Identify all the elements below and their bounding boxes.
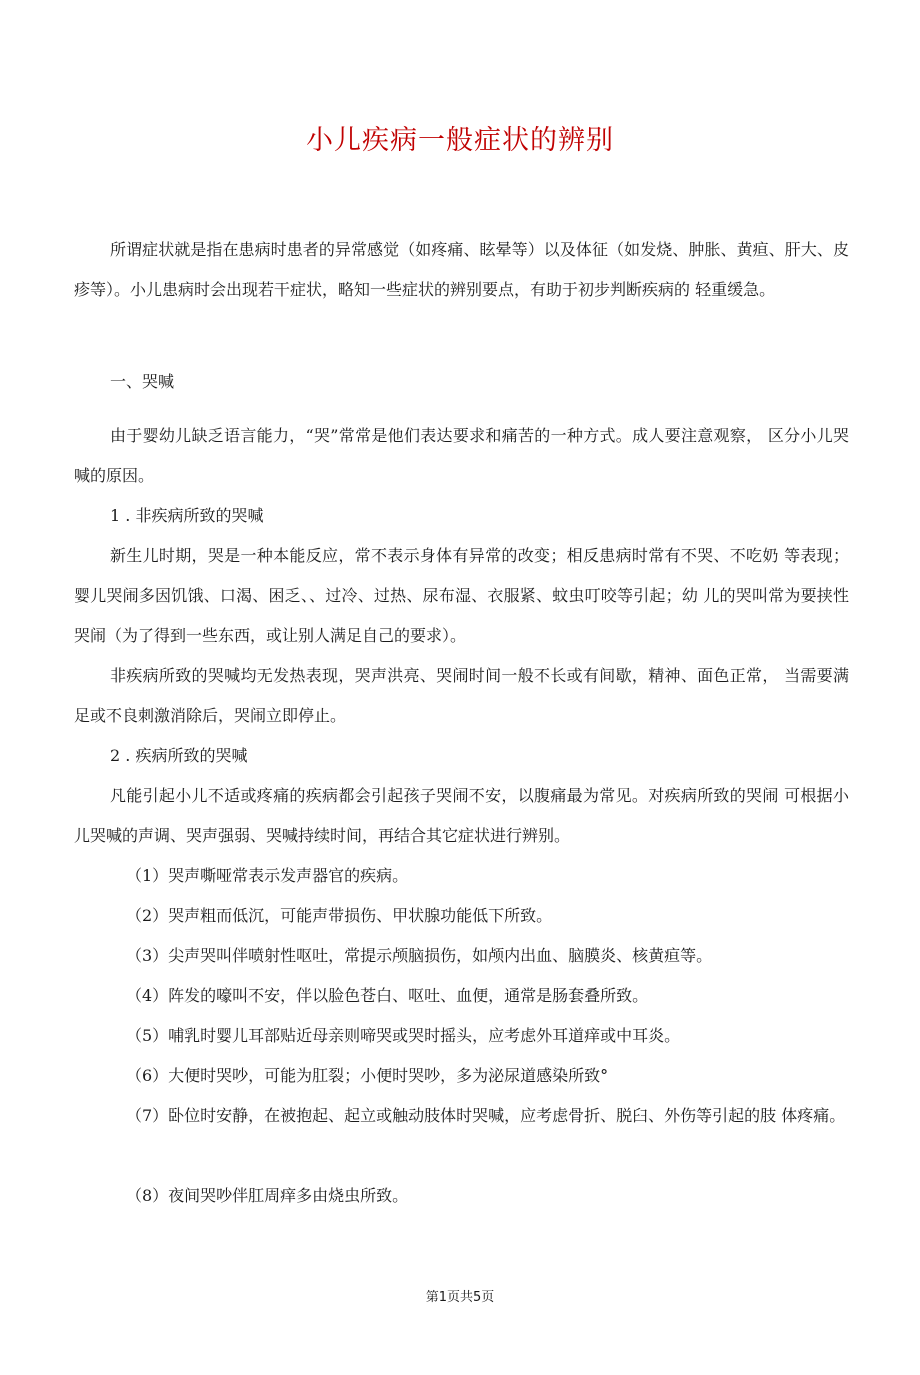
subsection-1-heading: 1 . 非疾病所致的哭喊 (110, 506, 264, 525)
document-title: 小儿疾病一般症状的辨别 (306, 125, 614, 156)
intro-paragraph: 所谓症状就是指在患病时患者的异常感觉（如疼痛、眩晕等）以及体征（如发烧、肿胀、黄疸、肝大、皮疹等）。小儿患病时会出现若干症状，略知一些症状的辨别要点，有助于初步判断疾病的 轻重缓急。 (74, 240, 849, 299)
section-1-intro: 由于婴幼儿缺乏语言能力，“哭”常常是他们表达要求和痛苦的一种方式。成人要注意观察， 区分小儿哭喊的原因。 (74, 426, 849, 485)
subsection-1-paragraph-2: 非疾病所致的哭喊均无发热表现，哭声洪亮、哭闹时间一般不长或有间歇，精神、面色正常， 当需要满足或不良刺激消除后，哭闹立即停止。 (74, 666, 849, 725)
list-item: （7）卧位时安静，在被抱起、起立或触动肢体时哭喊，应考虑骨折、脱臼、外伤等引起的肢 体疼痛。 (126, 1106, 846, 1125)
section-1-heading: 一、哭喊 (110, 372, 175, 391)
subsection-1-paragraph-1: 新生儿时期，哭是一种本能反应，常不表示身体有异常的改变；相反患病时常有不哭、不吃奶 等表现；婴儿哭闹多因饥饿、口渴、困乏、、过冷、过热、尿布湿、衣服紧、蚊虫叮咬等引起；幼 儿的哭叫常为要挟性哭闹（为了得到一些东西，或让别人满足自己的要求）。 (74, 546, 849, 645)
list-item: （6）大便时哭吵，可能为肛裂；小便时哭吵，多为泌尿道感染所致° (126, 1066, 609, 1085)
list-item: （3）尖声哭叫伴喷射性呕吐，常提示颅脑损伤，如颅内出血、脑膜炎、核黄疸等。 (126, 946, 713, 965)
page-number: 第1页共5页 (425, 1290, 495, 1305)
subsection-2-heading: 2 . 疾病所致的哭喊 (110, 746, 248, 765)
list-item: （4）阵发的嚎叫不安，伴以脸色苍白、呕吐、血便，通常是肠套叠所致。 (126, 986, 649, 1005)
list-item: （1）哭声嘶哑常表示发声器官的疾病。 (126, 866, 409, 885)
list-item: （2）哭声粗而低沉，可能声带损伤、甲状腺功能低下所致。 (126, 906, 553, 925)
subsection-2-paragraph-1: 凡能引起小儿不适或疼痛的疾病都会引起孩子哭闹不安，以腹痛最为常见。对疾病所致的哭闹 可根据小儿哭喊的声调、哭声强弱、哭喊持续时间，再结合其它症状进行辨别。 (74, 786, 849, 845)
list-item: （8）夜间哭吵伴肛周痒多由烧虫所致。 (126, 1186, 409, 1205)
list-item: （5）哺乳时婴儿耳部贴近母亲则啼哭或哭时摇头，应考虑外耳道痒或中耳炎。 (126, 1026, 681, 1045)
